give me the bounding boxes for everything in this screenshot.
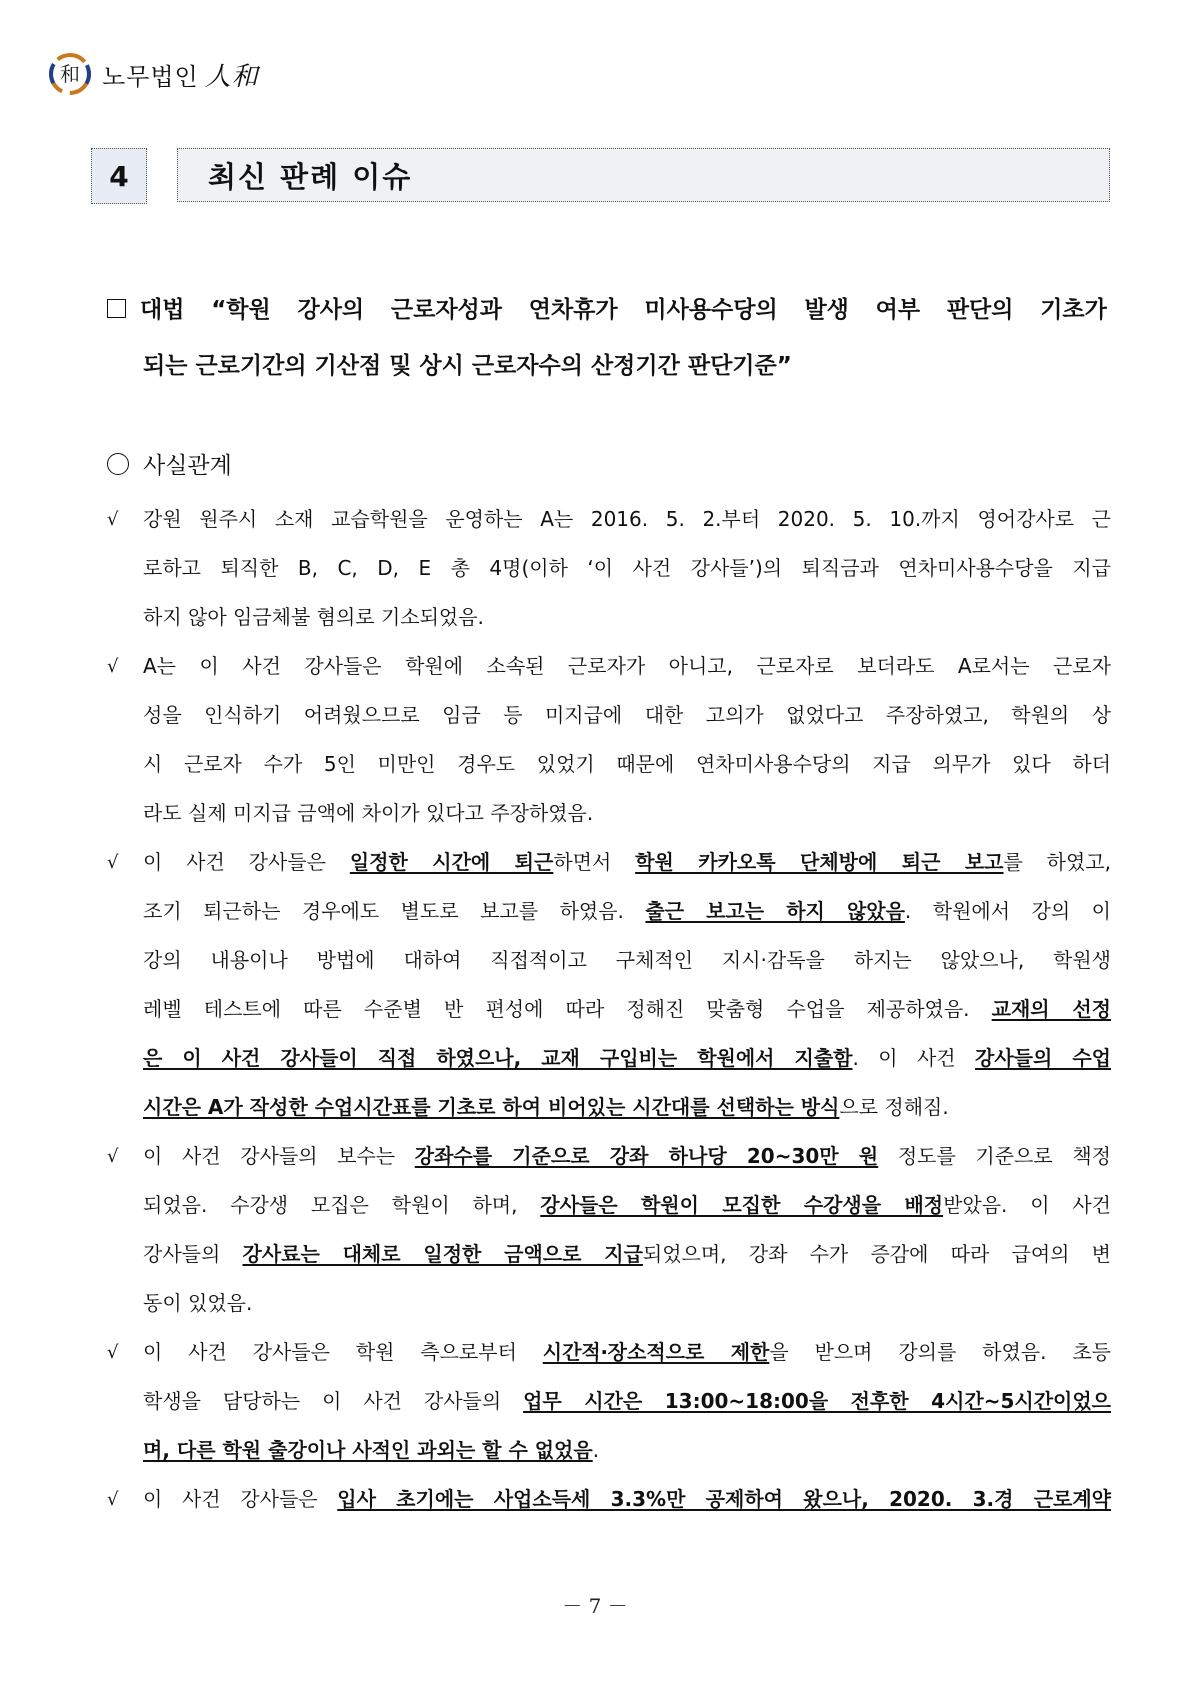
emphasized-text: 교재의 선정 [991,997,1111,1021]
case-headline [107,282,1107,394]
company-logo [48,52,259,96]
list-item [107,642,1111,838]
headline-word: 대법 [140,297,185,323]
body-text: 받았음. 이 사건 [943,1193,1112,1217]
list-item [107,1328,1111,1475]
text-line [143,1426,1111,1475]
facts-subheading-label: 사실관계 [143,453,232,479]
check-mark-icon: √ [107,656,119,677]
text-line [143,838,1111,887]
emphasized-text: 학원 카카오톡 단체방에 퇴근 보고 [635,850,1004,874]
text-line [143,691,1111,740]
body-text: 이 사건 강사들의 보수는 [143,1144,415,1168]
emphasized-text: 입사 초기에는 사업소득세 3.3%만 공제하여 왔으나, 2020. 3.경 근로계약 [337,1487,1112,1511]
headline-word: 연차휴가 [528,297,618,323]
text-line [143,495,1111,544]
facts-subheading [107,447,232,480]
text-line [143,1083,1111,1132]
body-text: 으로 정해짐. [839,1095,949,1119]
headline-line-2: 되는 근로기간의 기산점 및 상시 근로자수의 산정기간 판단기준” [143,353,792,379]
body-text: 성을 인식하기 어려웠으므로 임금 등 미지급에 대한 고의가 없었다고 주장하였고, 학원의 상 [143,703,1111,727]
body-text: 이 사건 강사들은 [143,1487,338,1511]
check-mark-icon: √ [107,1489,119,1510]
headline-word: 미사용수당의 [644,297,778,323]
body-text: 이 사건 강사들은 [143,850,350,874]
list-item [107,495,1111,642]
check-mark-icon: √ [107,1146,119,1167]
emphasized-text: 강좌수를 기준으로 강좌 하나당 20~30만 원 [414,1144,879,1168]
emphasized-text: 시간은 A가 작성한 수업시간표를 기초로 하여 비어있는 시간대를 선택하는 방식 [143,1095,840,1119]
body-text: 시 근로자 수가 5인 미만인 경우도 있었기 때문에 연차미사용수당의 지급 의무가 있다 하더 [143,752,1111,776]
svg-text:和: 和 [60,62,80,86]
list-item [107,1475,1111,1524]
headline-word: 여부 [875,297,921,323]
body-text: 하지 않아 임금체불 혐의로 기소되었음. [143,605,484,629]
text-line [143,1181,1111,1230]
text-line [143,1377,1111,1426]
text-line [143,544,1111,593]
company-name-korean: 노무법인 [102,62,199,91]
text-line [143,642,1111,691]
body-text: . 이 사건 [852,1046,976,1070]
list-item [107,1132,1111,1328]
text-line [143,593,1111,642]
check-mark-icon: √ [107,1342,119,1363]
text-line [143,1132,1111,1181]
body-text: 되었음. 수강생 모집은 학원이 하며, [143,1193,541,1217]
checkbox-bullet-icon [107,299,126,318]
text-line [143,887,1111,936]
text-line [143,1328,1111,1377]
emphasized-text: 업무 시간은 13:00~18:00을 전후한 4시간~5시간이었으 [523,1389,1111,1413]
body-text: 레벨 테스트에 따른 수준별 반 편성에 따라 정해진 맞춤형 수업을 제공하였음. [143,997,992,1021]
body-text: 강원 원주시 소재 교습학원을 운영하는 A는 2016. 5. 2.부터 2020. 5. 10.까지 영어강사로 근 [143,507,1111,531]
check-mark-icon: √ [107,852,119,873]
text-line [143,1230,1111,1279]
emphasized-text: 강사들의 수업 [975,1046,1111,1070]
body-text: 학생을 담당하는 이 사건 강사들의 [143,1389,524,1413]
text-line [143,740,1111,789]
company-name-hanja: 人和 [204,61,259,92]
headline-word: 기초가 [1040,297,1107,323]
circle-bullet-icon [107,453,129,475]
emphasized-text: 은 이 사건 강사들이 직접 하였으나, 교재 구입비는 학원에서 지출함 [143,1046,853,1070]
body-text: 조기 퇴근하는 경우에도 별도로 보고를 하였음. [143,899,646,923]
page-number: － 7 － [562,1594,628,1618]
body-text: 를 하였고, [1003,850,1111,874]
text-line [143,1475,1111,1524]
emphasized-text: 일정한 시간에 퇴근 [349,850,554,874]
company-name [102,56,259,93]
text-line [143,985,1111,1034]
inhwa-emblem-icon [48,52,92,96]
body-text: 하면서 [553,850,636,874]
body-text: 로하고 퇴직한 B, C, D, E 총 4명(이하 ‘이 사건 강사들’)의 퇴직금과 연차미사용수당을 지급 [143,556,1111,580]
emphasized-text: 강사료는 대체로 일정한 금액으로 지급 [242,1242,643,1266]
list-item [107,838,1111,1132]
body-text: 강사들의 [143,1242,243,1266]
emphasized-text: 며, 다른 학원 출강이나 사적인 과외는 할 수 없었음 [143,1438,593,1462]
section-number: 4 [91,148,147,204]
headline-line-1 [107,282,1107,338]
body-text: . [592,1438,600,1462]
body-text: 라도 실제 미지급 금액에 차이가 있다고 주장하였음. [143,801,594,825]
body-text: 강의 내용이나 방법에 대하여 직접적이고 구체적인 지시‧감독을 하지는 않았으나, 학원생 [143,948,1111,972]
body-text: . 학원에서 강의 이 [904,899,1111,923]
body-text: 이 사건 강사들은 학원 측으로부터 [143,1340,543,1364]
emphasized-text: 시간적‧장소적으로 제한 [542,1340,770,1364]
text-line [143,1034,1111,1083]
check-mark-icon: √ [107,509,119,530]
text-line [143,936,1111,985]
headline-word: “학원 [211,297,271,323]
emphasized-text: 강사들은 학원이 모집한 수강생을 배정 [540,1193,944,1217]
section-title: 최신 판례 이슈 [177,148,1110,202]
headline-word: 근로자성과 [390,297,502,323]
headline-word: 판단의 [946,297,1014,323]
text-line [143,789,1111,838]
body-text: 정도를 기준으로 책정 [878,1144,1111,1168]
headline-word: 강사의 [297,297,365,323]
body-text: 되었으며, 강좌 수가 증감에 따라 급여의 변 [642,1242,1111,1266]
headline-lead [107,282,184,338]
body-text: 동이 있었음. [143,1291,253,1315]
emphasized-text: 출근 보고는 하지 않았음 [645,899,905,923]
facts-list [107,495,1111,1524]
body-text: 을 받으며 강의를 하였음. 초등 [769,1340,1111,1364]
headline-word: 발생 [804,297,849,323]
body-text: A는 이 사건 강사들은 학원에 소속된 근로자가 아니고, 근로자로 보더라도 A로서는 근로자 [143,654,1111,678]
text-line [143,1279,1111,1328]
